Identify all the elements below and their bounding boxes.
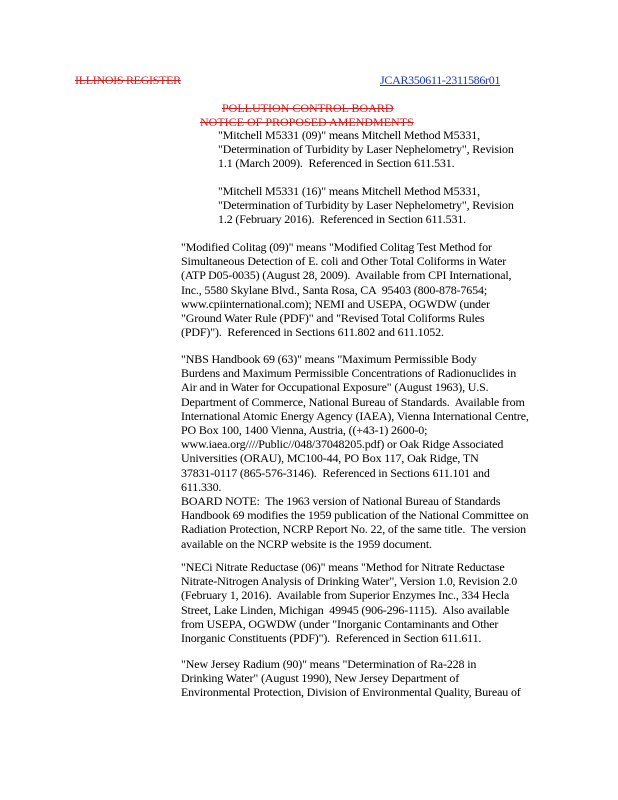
board-title: POLLUTION CONTROL BOARD: [222, 101, 394, 115]
register-header: ILLINOIS REGISTER: [75, 73, 181, 87]
definition-modified-colitag: "Modified Colitag (09)" means "Modified Colitag Test Method for Simultaneous Detection of E. coli and Other Total Coliforms in Water (ATP D05-0035) (August 28, 2009). Available from CPI International, Inc., 5580 Skylane Blvd., Santa Rosa, CA 95403 (800-878-7654; www.cpiinternational.com); NEMI and USEPA, OGWDW (under "Ground Water Rule (PDF)" and "Revised Total Coliforms Rules (PDF)"). Referenced in Sections 611.802 and 611.1052.: [181, 240, 512, 340]
notice-title: NOTICE OF PROPOSED AMENDMENTS: [200, 115, 414, 129]
definition-mitchell-09: "Mitchell M5331 (09)" means Mitchell Method M5331, "Determination of Turbidity by Laser Nephelometry", Revision 1.1 (March 2009). Referenced in Section 611.531.: [218, 128, 514, 171]
definition-new-jersey-radium: "New Jersey Radium (90)" means "Determination of Ra-228 in Drinking Water" (August 1990), New Jersey Department of Environmental Protection, Division of Environmental Quality, Bureau of: [181, 657, 521, 700]
document-id: JCAR350611-2311586r01: [380, 73, 501, 87]
definition-neci-nitrate: "NECi Nitrate Reductase (06)" means "Method for Nitrate Reductase Nitrate-Nitrogen Analysis of Drinking Water", Version 1.0, Revision 2.0 (February 1, 2016). Available from Superior Enzymes Inc., 334 Hecla Street, Lake Linden, Michigan 49945 (906-296-1115). Also available from USEPA, OGWDW (under "Inorganic Contaminants and Other Inorganic Constituents (PDF)"). Referenced in Section 611.611.: [181, 560, 518, 646]
definition-nbs-handbook: "NBS Handbook 69 (63)" means "Maximum Permissible Body Burdens and Maximum Permissible Concentrations of Radionuclides in Air and in Water for Occupational Exposure" (August 1963), U.S. Department of Commerce, National Bureau of Standards. Available from International Atomic Energy Agency (IAEA), Vienna International Centre, PO Box 100, 1400 Vienna, Austria, ((+43-1) 2600-0; www.iaea.org////Public//048/37048205.pdf) or Oak Ridge Associated Universities (ORAU), MC100-44, PO Box 117, Oak Ridge, TN 37831-0117 (865-576-3146). Referenced in Sections 611.101 and 611.330. BOARD NOTE: The 1963 version of National Bureau of Standards Handbook 69 modifies the 1959 publication of the National Committee on Radiation Protection, NCRP Report No. 22, of the same title. The version available on the NCRP website is the 1959 document.: [181, 352, 529, 551]
definition-mitchell-16: "Mitchell M5331 (16)" means Mitchell Method M5331, "Determination of Turbidity by Laser Nephelometry", Revision 1.2 (February 2016). Referenced in Section 611.531.: [218, 184, 514, 227]
